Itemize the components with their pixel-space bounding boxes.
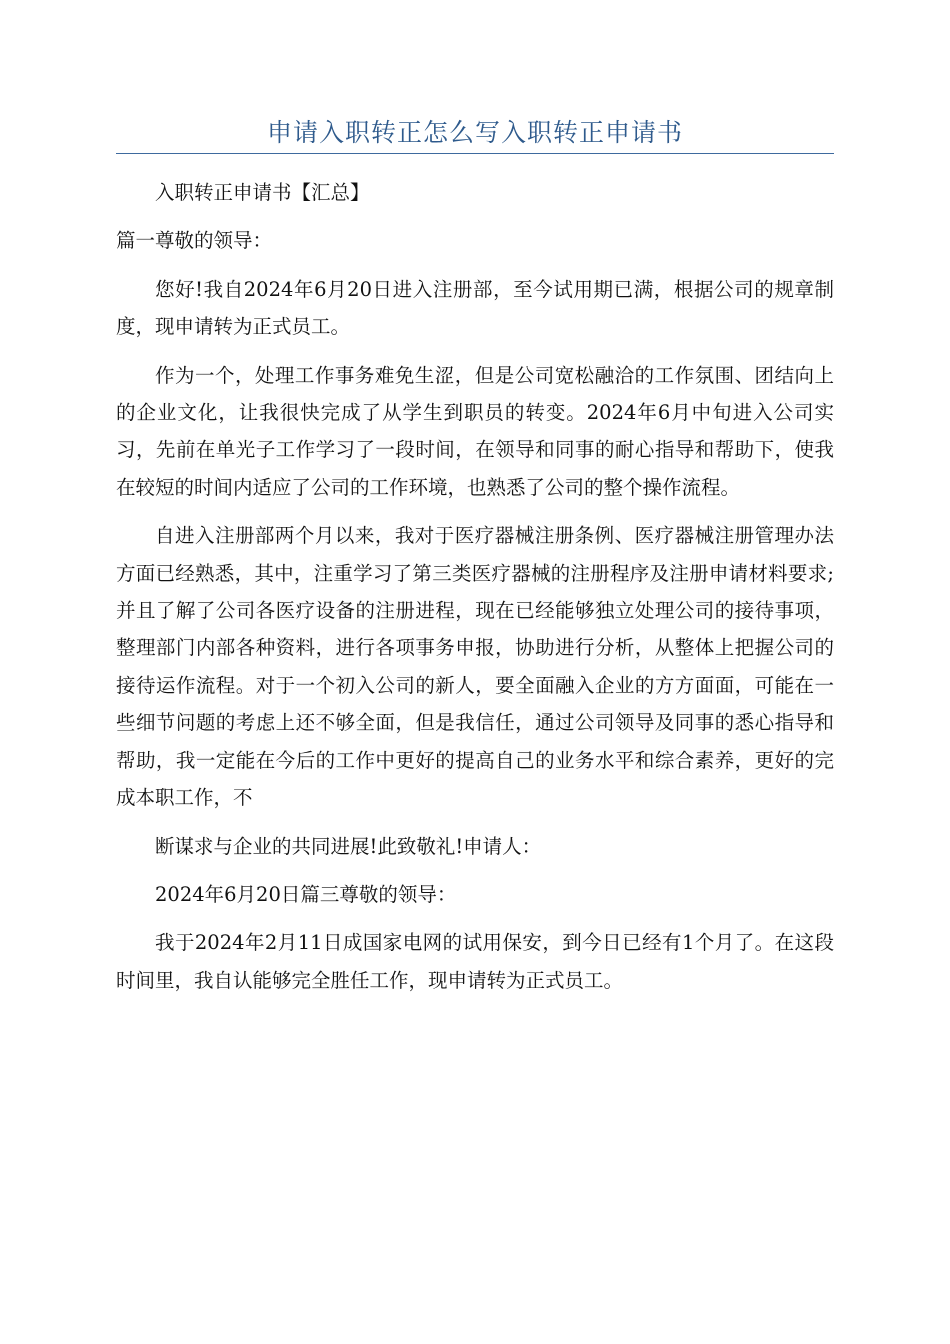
paragraph-body: 作为一个，处理工作事务难免生涩，但是公司宽松融洽的工作氛围、团结向上的企业文化，让我很快完成了从学生到职员的转变。2024年6月中旬进入公司实习，先前在单光子工作学习了一段时间，在领导和同事的耐心指导和帮助下，使我在较短的时间内适应了公司的工作环境，也熟悉了公司的整个操作流程。 xyxy=(116,363,834,499)
title-underline xyxy=(116,153,834,154)
paragraph-date-salutation: 2024年6月20日篇三尊敬的领导： xyxy=(155,882,457,906)
paragraph-body: 我于2024年2月11日成国家电网的试用保安，到今日已经有1个月了。在这段时间里，我自认能够完全胜任工作，现申请转为正式员工。 xyxy=(116,931,834,992)
paragraph-salutation: 篇一尊敬的领导： xyxy=(116,229,273,253)
paragraph-heading: 入职转正申请书【汇总】 xyxy=(155,181,370,204)
document-body xyxy=(116,174,834,1010)
paragraph-body: 您好!我自2024年6月20日进入注册部，至今试用期已满，根据公司的规章制度，现申请转为正式员工。 xyxy=(116,277,834,339)
paragraph-closing: 断谋求与企业的共同进展!此致敬礼!申请人： xyxy=(155,834,542,858)
document-title: 申请入职转正怎么写入职转正申请书 xyxy=(266,118,683,147)
paragraph-body: 自进入注册部两个月以来，我对于医疗器械注册条例、医疗器械注册管理办法方面已经熟悉，其中，注重学习了第三类医疗器械的注册程序及注册申请材料要求;并且了解了公司各医疗设备的注册进程，现在已经能够独立处理公司的接待事项，整理部门内部各种资料，进行各项事务申报，协助进行分析，从整体上把握公司的接待运作流程。对于一个初入公司的新人，要全面融入企业的方方面面，可能在一些细节问题的考虑上还不够全面，但是我信任，通过公司领导及同事的悉心指导和帮助，我一定能在今后的工作中更好的提高自己的业务水平和综合素养，更好的完成本职工作，不 xyxy=(116,524,834,810)
